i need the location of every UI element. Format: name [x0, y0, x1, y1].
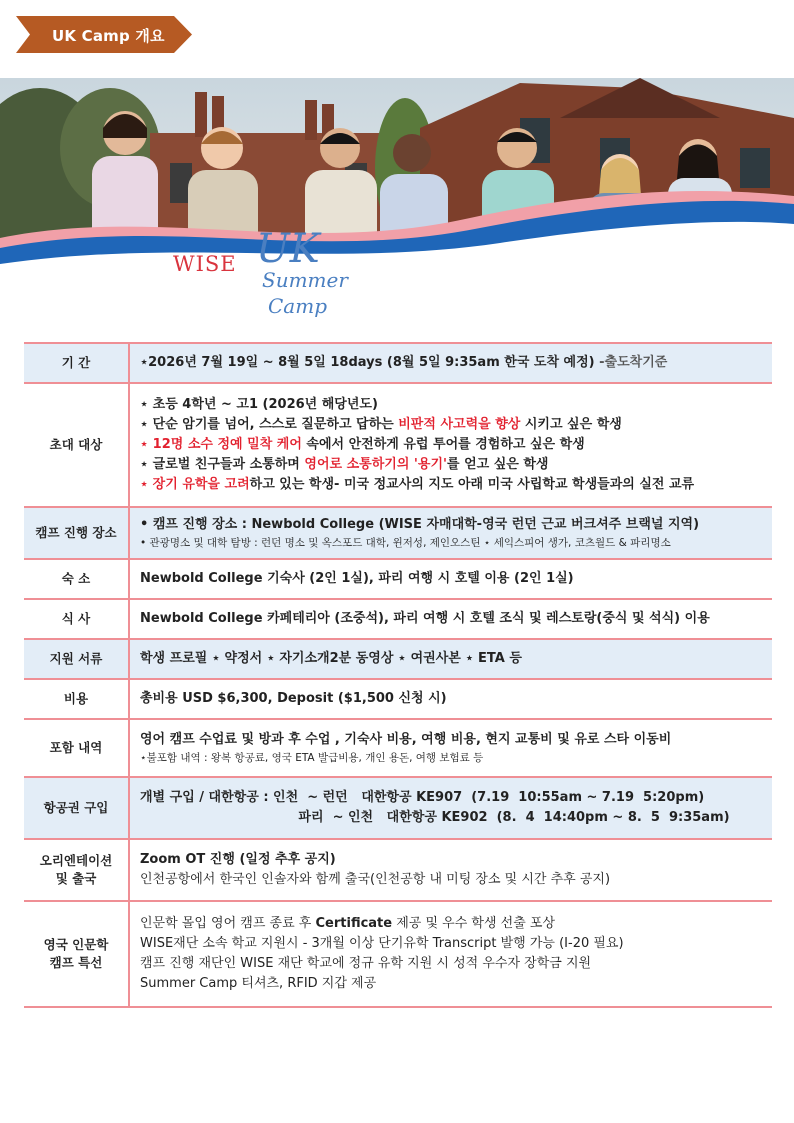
flight-line-1: 개별 구입 / 대한항공 : 인천 ~ 런던 대한항공 KE907 (7.19 10:55am ~ 7.19 5:20pm): [140, 789, 705, 805]
period-note: -출도착기준: [594, 354, 668, 370]
invite-line-5: ⋆ 장기 유학을 고려하고 있는 학생- 미국 정교사의 지도 아래 미국 사립학교 학생들과의 실전 교류: [140, 477, 695, 493]
row-cost: [24, 679, 772, 719]
special-label: 영국 인문학 캠프 특선: [24, 901, 129, 1007]
period-label: 기 간: [24, 343, 129, 383]
orientation-line-1: Zoom OT 진행 (일정 추후 공지): [140, 851, 336, 867]
camp-info-table: [24, 342, 772, 1008]
row-documents: [24, 639, 772, 679]
summer-logo-text: Summer: [262, 268, 348, 292]
row-invite: [24, 383, 772, 507]
invite-line-3: ⋆ 12명 소수 정예 밀착 케어 속에서 안전하게 유럽 투어를 경험하고 싶은 학생: [140, 436, 585, 452]
invite-line-4: ⋆ 글로벌 친구들과 소통하며 영어로 소통하기의 '용기'를 얻고 싶은 학생: [140, 457, 549, 473]
cost-label: 비용: [24, 679, 129, 719]
orientation-value: [129, 839, 772, 901]
camp-logo-text: Camp: [268, 294, 327, 318]
flight-line-2: 파리 ~ 인천 대한항공 KE902 (8. 4 14:40pm ~ 8. 5 9:35am): [140, 810, 730, 825]
special-line-3: 캠프 진행 재단인 WISE 재단 학교에 정규 유학 지원 시 성적 우수자 장학금 지원: [140, 956, 592, 971]
invite-line-1: ⋆ 초등 4학년 ~ 고1 (2026년 해당년도): [140, 396, 378, 412]
documents-label: 지원 서류: [24, 639, 129, 679]
special-value: [129, 901, 772, 1007]
row-lodging: [24, 559, 772, 599]
flight-value: [129, 777, 772, 839]
place-label: 캠프 진행 장소: [24, 507, 129, 559]
place-line-2: • 관광명소 및 대학 탐방 : 런던 명소 및 옥스포드 대학, 윈저성, 제인오스틴 ⋆ 세익스피어 생가, 코츠월드 & 파리명소: [140, 536, 671, 549]
period-main: ⋆2026년 7월 19일 ~ 8월 5일 18days (8월 5일 9:35am 한국 도착 예정): [140, 354, 595, 370]
orientation-line-2: 인천공항에서 한국인 인솔자와 함께 출국(인천공항 내 미팅 장소 및 시간 추후 공지): [140, 872, 611, 887]
section-tag-label: UK Camp 개요: [52, 27, 165, 45]
row-place: [24, 507, 772, 559]
hero-photo: [0, 78, 794, 268]
invite-label: 초대 대상: [24, 383, 129, 507]
place-line-1: • 캠프 진행 장소 : Newbold College (WISE 자매대학-영국 런던 근교 버크셔주 브랙널 지역): [140, 516, 700, 532]
uk-logo-text: UK: [256, 226, 320, 272]
includes-value: [129, 719, 772, 777]
section-tag: [16, 16, 192, 53]
special-line-1: 인문학 몰입 영어 캠프 종료 후 Certificate 제공 및 우수 학생 선출 포상: [140, 915, 556, 931]
includes-label: 포함 내역: [24, 719, 129, 777]
row-period: [24, 343, 772, 383]
special-line-4: Summer Camp 티셔츠, RFID 지갑 제공: [140, 976, 377, 992]
wise-logo: WISE: [173, 252, 237, 276]
row-flight: [24, 777, 772, 839]
row-includes: [24, 719, 772, 777]
row-orientation: [24, 839, 772, 901]
special-line-2: WISE재단 소속 학교 지원시 - 3개월 이상 단기유학 Transcript 발행 가능 (I-20 필요): [140, 935, 624, 951]
documents-value: 학생 프로필 ⋆ 약정서 ⋆ 자기소개2분 동영상 ⋆ 여권사본 ⋆ ETA 등: [129, 639, 772, 679]
flight-label: 항공권 구입: [24, 777, 129, 839]
meals-value: Newbold College 카페테리아 (조중석), 파리 여행 시 호텔 조식 및 레스토랑(중식 및 석식) 이용: [129, 599, 772, 639]
row-special: [24, 901, 772, 1007]
lodging-value: Newbold College 기숙사 (2인 1실), 파리 여행 시 호텔 이용 (2인 1실): [129, 559, 772, 599]
orientation-label: 오리엔테이션 및 출국: [24, 839, 129, 901]
period-value: [129, 343, 772, 383]
place-value: [129, 507, 772, 559]
includes-line-2: ⋆불포함 내역 : 왕복 항공료, 영국 ETA 발급비용, 개인 용돈, 여행 보험료 등: [140, 751, 484, 764]
row-meals: [24, 599, 772, 639]
cost-value: 총비용 USD $6,300, Deposit ($1,500 신청 시): [129, 679, 772, 719]
invite-value: [129, 383, 772, 507]
invite-line-2: ⋆ 단순 암기를 넘어, 스스로 질문하고 답하는 비판적 사고력을 향상 시키고 싶은 학생: [140, 416, 622, 432]
meals-label: 식 사: [24, 599, 129, 639]
includes-line-1: 영어 캠프 수업료 및 방과 후 수업 , 기숙사 비용, 여행 비용, 현지 교통비 및 유로 스타 이동비: [140, 731, 672, 747]
lodging-label: 숙 소: [24, 559, 129, 599]
